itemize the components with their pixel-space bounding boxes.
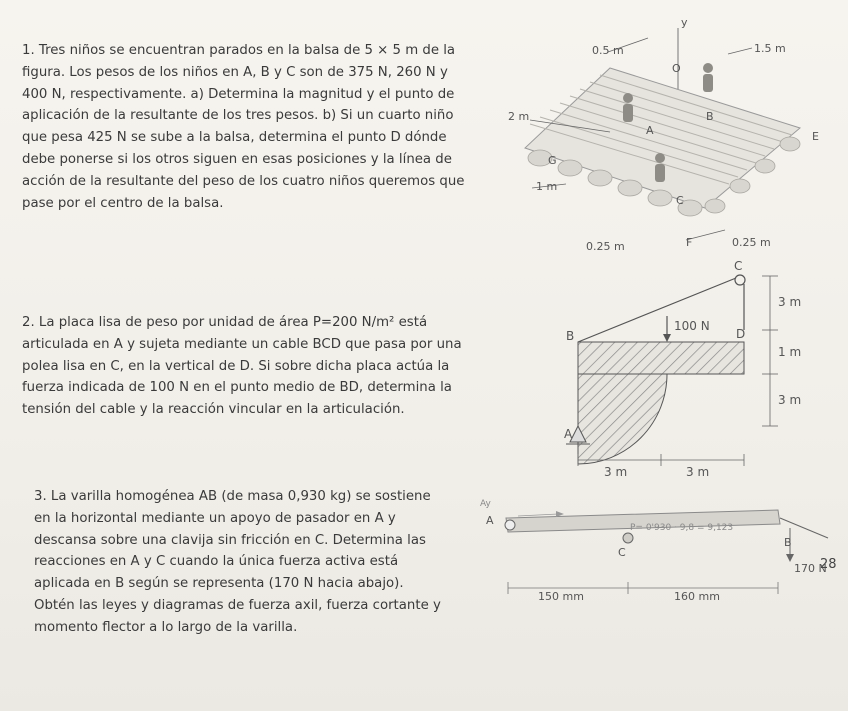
- plate-point-c: C: [734, 259, 743, 273]
- problem-3-text: [34, 486, 441, 639]
- rod-dim-left: 150 mm: [538, 590, 584, 603]
- raft-point-c: C: [676, 194, 684, 207]
- problem-1-line: que pesa 425 N se sube a la balsa, determina el punto D dónde: [22, 130, 447, 146]
- problem-1-line: 400 N, respectivamente. a) Determina la magnitud y el punto de: [22, 86, 455, 102]
- problem-2-line: polea lisa en C, en la vertical de D. Si sobre dicha placa actúa la: [22, 358, 450, 374]
- raft-point-g: G: [548, 154, 557, 167]
- raft-dim-bottom-left: 0.25 m: [586, 240, 625, 253]
- plate-dim-1m: 1 m: [778, 345, 802, 359]
- rod-dim-right: 160 mm: [674, 590, 720, 603]
- raft-y-axis-label: y: [681, 16, 688, 29]
- raft-dim-top-right: 1.5 m: [754, 42, 786, 55]
- raft-dim-top-left: 0.5 m: [592, 44, 624, 57]
- plate-dim-3m-left: 3 m: [604, 465, 628, 479]
- rod-hand-weight: P= 0'930 · 9,8 = 9,123: [630, 523, 734, 533]
- plate-point-d: D: [736, 327, 746, 341]
- raft-point-e: E: [812, 130, 819, 143]
- problem-3-line: 3. La varilla homogénea AB (de masa 0,930 kg) se sostiene: [34, 489, 431, 504]
- problem-3-line: momento flector a lo largo de la varilla.: [34, 619, 298, 635]
- raft-point-f: F: [686, 236, 693, 249]
- problem-1-text: [22, 40, 464, 214]
- problem-1-line: 1. Tres niños se encuentran parados en la balsa de 5 × 5 m de la: [22, 43, 456, 58]
- raft-dim-lower-left: 1 m: [536, 180, 558, 193]
- problem-3-line: descansa sobre una clavija sin fricción en C. Determina las: [34, 532, 426, 548]
- raft-point-a: A: [646, 124, 654, 137]
- plate-point-a: A: [564, 427, 573, 441]
- rod-point-a: A: [486, 514, 494, 527]
- raft-dim-left: 2 m: [508, 110, 530, 123]
- plate-dim-3m-right: 3 m: [686, 465, 710, 479]
- problem-3-line: en la horizontal mediante un apoyo de pasador en A y: [34, 510, 396, 526]
- problem-1-line: acción de la resultante del peso de los cuatro niños queremos que: [22, 173, 465, 189]
- problem-1-line: pase por el centro de la balsa.: [22, 195, 224, 211]
- rod-hand-note: Ay: [480, 499, 491, 509]
- problem-1-line: debe ponerse si los otros siguen en esas posiciones y la línea de: [22, 151, 452, 167]
- problem-3-line: reacciones en A y C cuando la única fuerza activa está: [34, 554, 399, 570]
- plate-force-label: 100 N: [674, 319, 710, 333]
- problem-2-text: [22, 312, 462, 421]
- problem-3-line: aplicada en B según se representa (170 N hacia abajo).: [34, 576, 404, 592]
- raft-dim-bottom-right: 0.25 m: [732, 236, 771, 249]
- rod-figure: [478, 488, 844, 608]
- problem-3-line: Obtén las leyes y diagramas de fuerza axil, fuerza cortante y: [34, 597, 441, 613]
- plate-point-b: B: [566, 329, 575, 343]
- problem-2-line: articulada en A y sujeta mediante un cable BCD que pasa por una: [22, 336, 462, 352]
- raft-point-b: B: [706, 110, 714, 123]
- problem-1-line: aplicación de la resultante de los tres pesos. b) Si un cuarto niño: [22, 108, 454, 124]
- raft-figure: [500, 8, 848, 266]
- problem-2-line: 2. La placa lisa de peso por unidad de área P=200 N/m² está: [22, 315, 428, 330]
- problem-2-line: tensión del cable y la reacción vincular en la articulación.: [22, 402, 405, 418]
- rod-force-label: 170 N: [794, 562, 827, 575]
- rod-point-c: C: [618, 546, 626, 559]
- plate-dim-3m-top: 3 m: [778, 295, 802, 309]
- rod-point-b: B: [784, 536, 792, 549]
- side-number: 28: [820, 557, 837, 572]
- raft-point-o: O: [672, 62, 681, 75]
- plate-figure: [540, 258, 840, 488]
- problem-2-line: fuerza indicada de 100 N en el punto medio de BD, determina la: [22, 380, 452, 396]
- plate-dim-3m-bottom: 3 m: [778, 393, 802, 407]
- problem-1-line: figura. Los pesos de los niños en A, B y C son de 375 N, 260 N y: [22, 64, 448, 80]
